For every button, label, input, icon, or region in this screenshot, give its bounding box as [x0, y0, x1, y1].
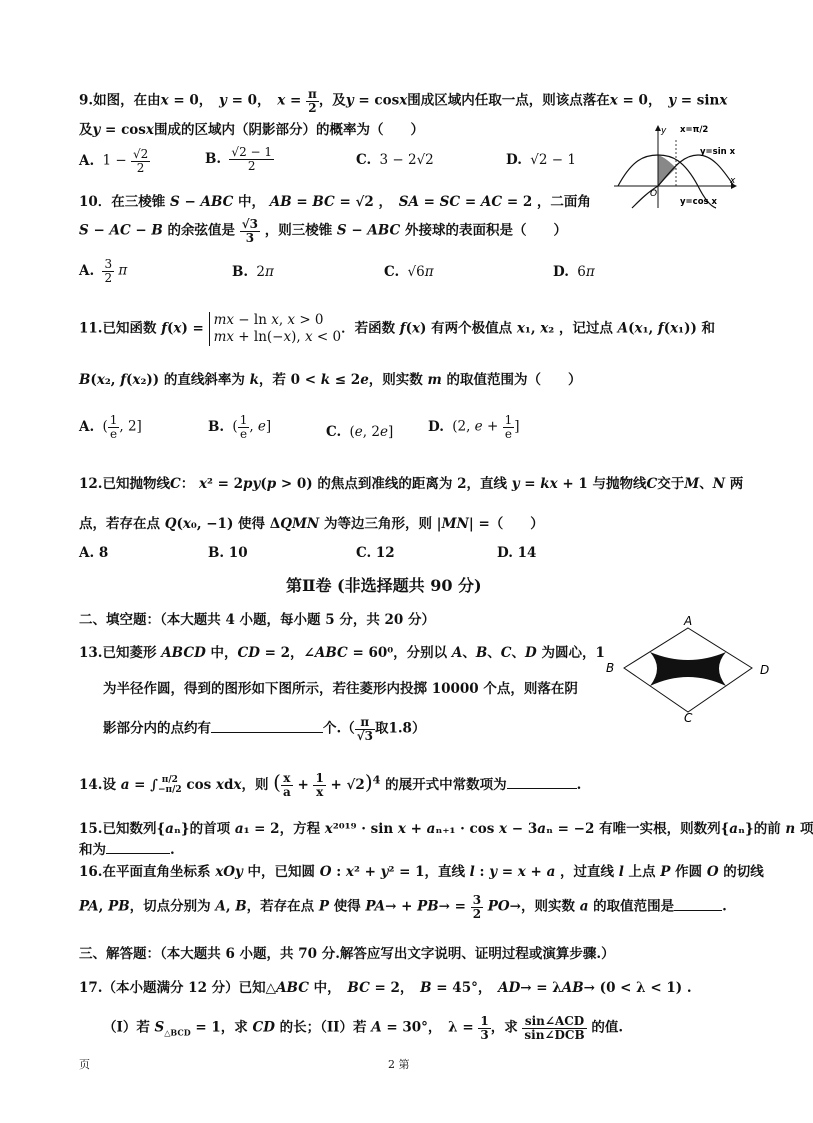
q9-label-cos: y=cos x — [680, 197, 718, 207]
q14-text: 14.设 a = ∫ π/2 −π/2 cos xdx，则 ( $\frac{x}{a}$ + $\frac{1}{x}$ + √2)$^4$ 的展开式中常数项为 . — [79, 770, 582, 799]
q13-shaded-region — [650, 652, 726, 686]
q10-option-c: C. √6π — [384, 264, 434, 280]
q10-option-d: D. 6π — [553, 264, 595, 280]
q16-line1: 16.在平面直角坐标系 xOy 中，已知圆 O : x² + y² = 1，直线 l : y = x + a ，过直线 l 上点 P 作圆 O 的切线 — [79, 864, 764, 880]
q12-option-c: C. 12 — [356, 545, 395, 561]
q9-label-xpi2: x=π/2 — [680, 125, 709, 135]
q9-label-x: x — [730, 176, 736, 186]
q13-label-d: D — [760, 663, 770, 677]
q13-label-b: B — [606, 661, 615, 675]
q9-label-origin: O — [650, 189, 658, 199]
q11-line2: B(x₂, f(x₂)) 的直线斜率为 k，若 0 < k ≤ 2e，则实数 m 的取值范围为（ ） — [79, 372, 582, 388]
q12-line1: 12.已知抛物线C： x² = 2py(p > 0) 的焦点到准线的距离为 2，直线 y = kx + 1 与抛物线C交于M、N 两 — [79, 476, 744, 492]
q15-line1: 15.已知数列{aₙ}的首项 a₁ = 2，方程 x²⁰¹⁹ · sin x + aₙ₊₁ · cos x − 3aₙ = −2 有唯一实根，则数列{aₙ}的前 n 项 — [79, 821, 813, 837]
answer-header: 三、解答题：（本大题共 6 小题，共 70 分.解答应写出文字说明、证明过程或演算步骤.） — [79, 946, 615, 962]
q13-line3: 影部分内的点约有 个.（ $\frac{\pi}{√3}$ 取1.8） — [103, 715, 426, 743]
q11-option-a: A. ( $\frac{1}{e}$ , 2] — [79, 413, 142, 441]
q13-figure — [600, 614, 780, 725]
q9-shaded-region — [658, 155, 676, 186]
q11-option-b: B. ( $\frac{1}{e}$ , e] — [208, 413, 272, 441]
q9-option-b: B. $\frac{√2 - 1}{2}$ — [205, 145, 273, 173]
footer-page-number: 2 第 — [388, 1058, 410, 1071]
q9-label-y: y — [661, 126, 667, 136]
q9-line2: 及y = cosx围成的区域内（阴影部分）的概率为（ ） — [79, 122, 424, 138]
q10-line1: 10．在三棱锥 S − ABC 中， AB = BC = √2 ， SA = SC = AC = 2 ，二面角 — [79, 194, 591, 210]
q12-option-a: A. 8 — [79, 545, 109, 561]
section2-title: 第Ⅱ卷 (非选择题共 90 分) — [286, 576, 482, 595]
q15-line2: 和为 . — [79, 842, 175, 858]
q12-option-b: B. 10 — [208, 545, 248, 561]
q11-option-d: D. (2, e + $\frac{1}{e}$ ] — [428, 413, 520, 441]
q9-figure — [612, 120, 742, 212]
q13-label-c: C — [684, 711, 693, 725]
q10-option-b: B. 2π — [232, 264, 274, 280]
q10-option-a: A. $\frac{3}{2}$ π — [79, 257, 128, 285]
q17-line2: （I）若 $S_{\triangle BCD} = 1$，求 CD 的长；（II）若 A = 30°， λ = $\frac{1}{3}$ ，求 $\frac{\text{sin∠ACD}}{\text{sin∠DCB}}$ 的值. — [103, 1014, 624, 1042]
q13-line2: 为半径作圆，得到的图形如下图所示，若往菱形内投掷 10000 个点，则落在阴 — [103, 681, 578, 697]
q9-option-c: C. 3 − 2√2 — [356, 152, 434, 168]
footer-left: 页 — [79, 1058, 90, 1071]
q11-line1: 11.已知函数 f(x) = mx − ln x, x > 0 mx + ln(−x), x < 0．若函数 f(x) 有两个极值点 x₁, x₂ ，记过点 A(x₁, f(x₁)) 和 — [79, 312, 716, 345]
q13-label-a: A — [684, 614, 693, 628]
q16-line2: PA, PB，切点分别为 A, B，若存在点 P 使得 PA→ + PB→ = $\frac{3}{2}$ PO→，则实数 a 的取值范围是 . — [79, 893, 727, 921]
q12-line2: 点，若存在点 Q(x₀, −1) 使得 ΔQMN 为等边三角形，则 |MN| =（ ） — [79, 516, 544, 532]
fill-in-header: 二、填空题：（本大题共 4 小题，每小题 5 分，共 20 分） — [79, 612, 436, 628]
q13-line1: 13.已知菱形 ABCD 中，CD = 2，∠ABC = 60⁰，分别以 A、B、C、D 为圆心，1 — [79, 645, 605, 661]
q9-label-sin: y=sin x — [700, 147, 736, 157]
q17-line1: 17.（本小题满分 12 分）已知△ABC 中， BC = 2， B = 45°， AD→ = λAB→ (0 < λ < 1) . — [79, 980, 692, 996]
q11-option-c: C. (e, 2e] — [326, 424, 394, 440]
q9-option-d: D. √2 − 1 — [506, 152, 576, 168]
q10-line2: S − AC − B 的余弦值是 $\frac{√3}{3}$ ，则三棱锥 S − ABC 外接球的表面积是（ ） — [79, 217, 567, 245]
q12-option-d: D. 14 — [497, 545, 537, 561]
q9-line1: 9.如图，在由x = 0， y = 0， x = $\frac{\pi}{2}$ ，及y = cosx围成区域内任取一点，则该点落在x = 0， y = sinx — [79, 87, 728, 115]
q9-option-a: A. 1 − $\frac{√2}{2}$ — [79, 147, 149, 175]
